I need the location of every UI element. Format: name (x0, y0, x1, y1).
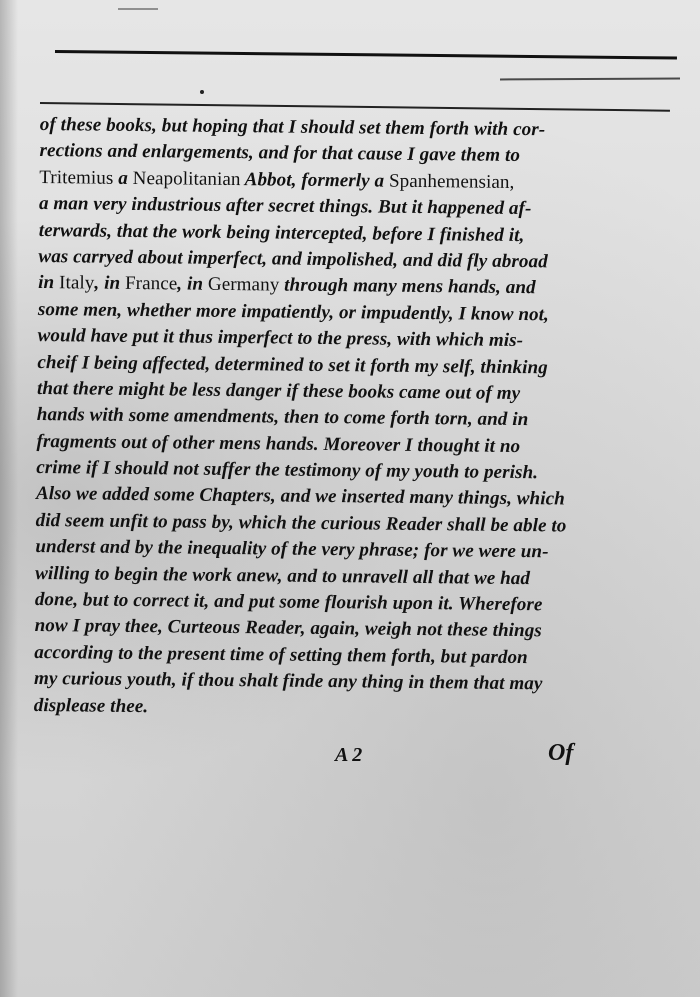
text-segment: some men, whether more impatiently, or impudently, I know not, (37, 298, 550, 326)
text-segment: Italy (59, 272, 95, 294)
catchword: Of (548, 740, 574, 766)
text-segment: a (113, 167, 133, 189)
top-ink-mark (118, 8, 158, 10)
text-segment: done, but to correct it, and put some flourish upon it. Wherefore (34, 589, 543, 616)
text-segment: of these books, but hoping that I should set them forth with cor- (39, 113, 546, 141)
text-segment: hands with some amendments, then to come forth torn, and in (36, 404, 529, 431)
text-segment: cheif I being affected, determined to set it forth my self, thinking (37, 351, 548, 378)
text-segment: a man very industrious after secret things. But it happened af- (38, 193, 532, 220)
top-rule (55, 50, 677, 60)
text-segment: in (38, 272, 60, 294)
body-text (34, 112, 580, 725)
text-segment: fragments out of other mens hands. Moreover I thought it no (36, 430, 521, 457)
text-segment: Also we added some Chapters, and we inserted many things, which (35, 483, 565, 510)
text-segment: terwards, that the work being intercepted, before I finished it, (38, 219, 525, 246)
signature-mark: A 2 (335, 744, 363, 766)
text-segment: Neapolitanian (132, 167, 241, 190)
text-segment: displease thee. (33, 694, 149, 717)
text-segment: rections and enlargements, and for that cause I gave them to (39, 140, 521, 167)
text-segment: was carryed about imperfect, and impolished, and did fly abroad (38, 245, 548, 273)
text-segment: now I pray thee, Curteous Reader, again, weigh not these things (34, 615, 542, 642)
text-segment: , in (94, 272, 126, 295)
text-segment: Tritemius (39, 166, 114, 189)
text-segment: according to the present time of setting them forth, but pardon (34, 641, 528, 668)
text-segment: through many mens hands, and (279, 274, 536, 299)
text-segment: Abbot, formerly a (240, 168, 390, 192)
text-segment: Germany (207, 274, 280, 296)
text-segment: my curious youth, if thou shalt finde any thing in them that may (33, 668, 543, 695)
text-segment: crime if I should not suffer the testimony of my youth to perish. (36, 457, 539, 484)
text-segment: would have put it thus imperfect to the press, with which mis- (37, 325, 524, 352)
text-segment: France (124, 273, 178, 295)
header-rule (40, 102, 670, 112)
text-segment: willing to begin the work anew, and to unravell all that we had (35, 562, 531, 589)
text-segment: that there might be less danger if these books came out of my (36, 377, 521, 404)
text-segment: Spanhemensian, (388, 170, 515, 193)
text-segment: , in (177, 273, 209, 296)
bleed-through-rule (500, 78, 680, 81)
text-segment: did seem unfit to pass by, which the curious Reader shall be able to (35, 509, 567, 537)
text-segment: underst and by the inequality of the very phrase; for we were un- (35, 536, 549, 563)
page-gutter-shadow (0, 0, 18, 997)
ink-dot (200, 90, 204, 94)
